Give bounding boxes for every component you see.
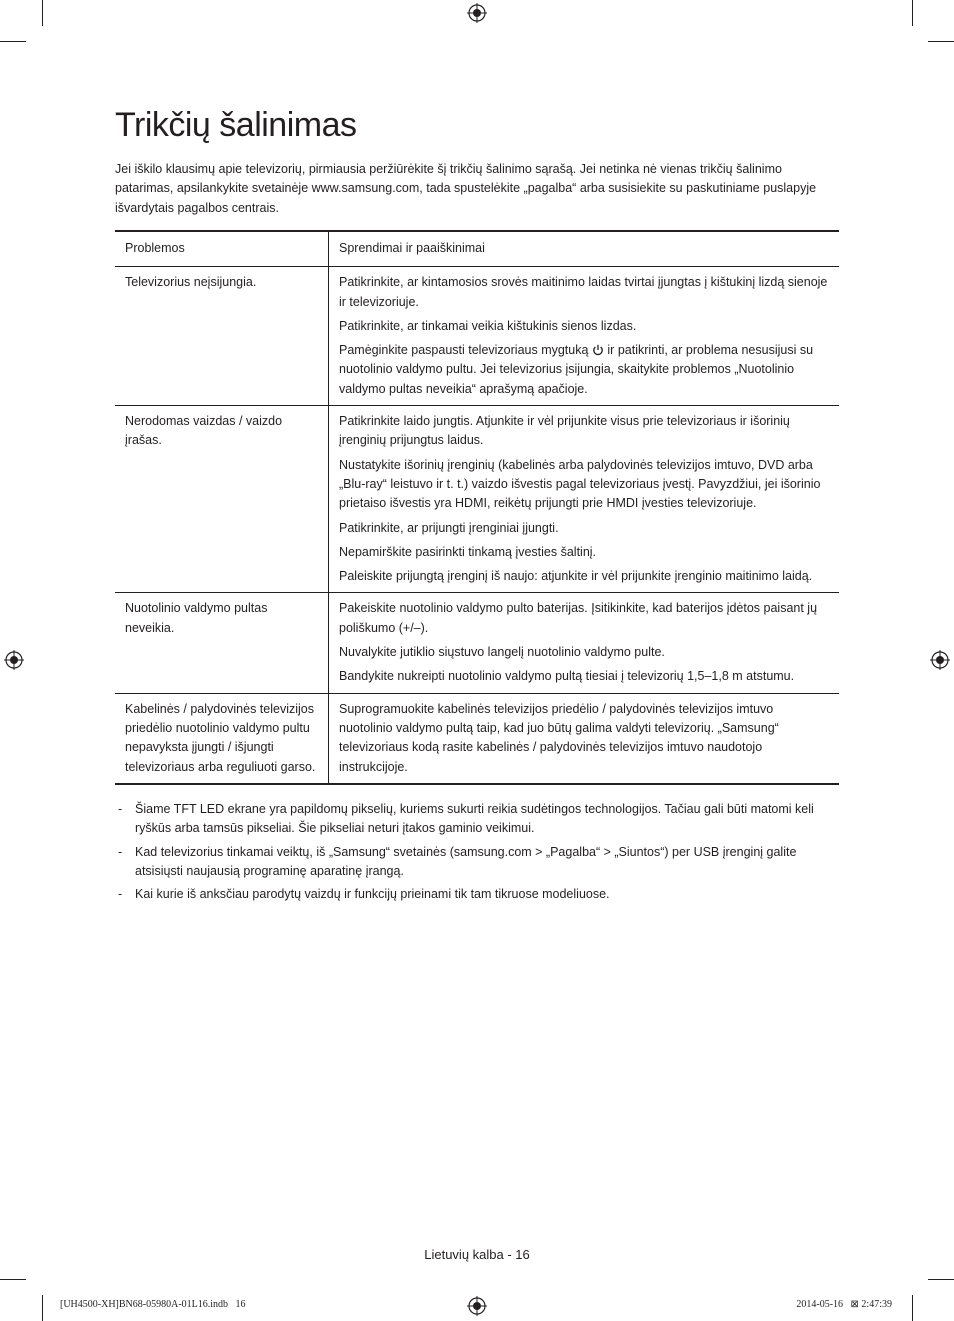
column-header-solutions: Sprendimai ir paaiškinimai — [329, 231, 840, 267]
note-text: Kad televizorius tinkamai veiktų, iš „Samsung“ svetainės (samsung.com > „Pagalba“ > „Siuntos“) per USB įrenginį galite atsisiųsti naujausią programinę aparatinę įrangą. — [135, 844, 797, 878]
solution-text: Nepamirškite pasirinkti tinkamą įvesties šaltinį. — [339, 544, 597, 559]
note-text: Šiame TFT LED ekrane yra papildomų pikselių, kuriems sukurti reikia sudėtingos technologijos. Tačiau gali būti matomi keli ryškūs arba tamsūs pikseliai. Šie pikseliai neturi įtakos gaminio veikimui. — [135, 802, 814, 836]
crop-mark — [42, 1295, 43, 1321]
table-row — [115, 593, 839, 693]
problem-cell: Kabelinės / palydovinės televizijos priedėlio nuotolinio valdymo pultu nepavyksta įjungti / išjungti televizoriaus arba reguliuoti garso. — [115, 693, 329, 784]
problem-cell: Televizorius neįsijungia. — [115, 267, 329, 406]
table-row — [115, 267, 839, 406]
solution-text: Pakeiskite nuotolinio valdymo pulto baterijas. Įsitikinkite, kad baterijos įdėtos paisant jų poliškumo (+/–). — [339, 601, 818, 635]
note-item — [115, 885, 839, 904]
crop-mark — [42, 0, 43, 26]
solution-text-part: Pamėginkite paspausti televizoriaus mygtuką — [339, 343, 589, 358]
registration-mark-icon — [467, 3, 487, 23]
crop-mark — [912, 1295, 913, 1321]
solutions-cell — [329, 593, 840, 693]
registration-mark-icon — [930, 650, 950, 670]
notes-list — [115, 800, 839, 908]
page-title: Trikčių šalinimas — [115, 106, 357, 144]
solution-text: Nuvalykite jutiklio siųstuvo langelį nuotolinio valdymo pulte. — [339, 645, 665, 660]
page-footer: Lietuvių kalba - 16 — [424, 1247, 530, 1262]
note-text: Kai kurie iš anksčiau parodytų vaizdų ir funkcijų prieinami tik tam tikruose modeliuose. — [135, 887, 610, 902]
table-header-row — [115, 231, 839, 267]
solution-text: Paleiskite prijungtą įrenginį iš naujo: atjunkite ir vėl prijunkite įrenginio maitinimo laidą. — [339, 569, 813, 584]
power-icon — [592, 344, 604, 356]
note-bullet: - — [118, 802, 123, 816]
solution-text: Patikrinkite, ar kintamosios srovės maitinimo laidas tvirtai įjungtas į kištukinį lizdą sienoje ir televizoriuje. — [339, 275, 828, 309]
problem-cell: Nerodomas vaizdas / vaizdo įrašas. — [115, 406, 329, 593]
solution-text: Nustatykite išorinių įrenginių (kabelinės arba palydovinės televizijos imtuvo, DVD arba „Blu-ray“ leistuvo ir t. t.) vaizdo išvestis pagal televizoriaus įvestį. Pavyzdžiui, jei išorinio prietaiso išvestis yra HDMI, reikėtų prijungti prie HMDI įvesties televizoriuje. — [339, 457, 821, 511]
solution-text — [339, 341, 829, 399]
registration-mark-icon — [467, 1296, 487, 1316]
crop-mark — [0, 1279, 26, 1280]
solution-text: Bandykite nukreipti nuotolinio valdymo pultą tiesiai į televizorių 1,5–1,8 m atstumu. — [339, 669, 795, 684]
solution-text: Suprogramuokite kabelinės televizijos priedėlio / palydovinės televizijos imtuvo nuotolinio valdymo pultą taip, kad juo būtų galima valdyti televizorių. „Samsung“ televizoriaus kodą rasite kabelinės / palydovinės televizijos imtuvo naudotojo instrukcijoje. — [339, 701, 779, 774]
note-bullet: - — [118, 887, 123, 902]
solution-text: Patikrinkite laido jungtis. Atjunkite ir vėl prijunkite visus prie televizoriaus ir išorinių įrenginių prijungtus laidus. — [339, 414, 790, 448]
table-row — [115, 406, 839, 593]
note-bullet: - — [118, 844, 123, 859]
solution-text: Patikrinkite, ar prijungti įrenginiai įjungti. — [339, 520, 559, 535]
crop-mark — [912, 0, 913, 26]
solution-text: Patikrinkite, ar tinkamai veikia kištukinis sienos lizdas. — [339, 318, 637, 333]
intro-paragraph: Jei iškilo klausimų apie televizorių, pirmiausia peržiūrėkite šį trikčių šalinimo sąrašą. Jei netinka nė vienas trikčių šalinimo patarimas, apsilankykite svetainėje www.samsung.com, tada spustelėkite „pagalba“ arba susisiekite su paskutiniame puslapyje išvardytais pagalbos centrais. — [115, 162, 817, 215]
problem-cell: Nuotolinio valdymo pultas neveikia. — [115, 593, 329, 693]
print-slug-left: [UH4500-XH]BN68-05980A-01L16.indb 16 — [60, 1299, 246, 1310]
print-slug-right: 2014-05-16 ⊠ 2:47:39 — [796, 1299, 892, 1310]
column-header-problems: Problemos — [115, 231, 329, 267]
solutions-cell — [329, 693, 840, 784]
crop-mark — [928, 1279, 954, 1280]
crop-mark — [928, 41, 954, 42]
troubleshooting-table — [115, 230, 839, 785]
solution-text-part: ir patikrinti, ar problema nesusijusi su nuotolinio valdymo pultu. Jei televizorius įsijungia, skaitykite problemos „Nuotolinio valdymo pultas neveikia“ aprašymą apačioje. — [339, 343, 814, 396]
table-row — [115, 693, 839, 784]
note-item — [115, 843, 839, 882]
solutions-cell — [329, 406, 840, 593]
crop-mark — [0, 41, 26, 42]
registration-mark-icon — [4, 650, 24, 670]
note-item — [115, 800, 839, 839]
solutions-cell — [329, 267, 840, 406]
